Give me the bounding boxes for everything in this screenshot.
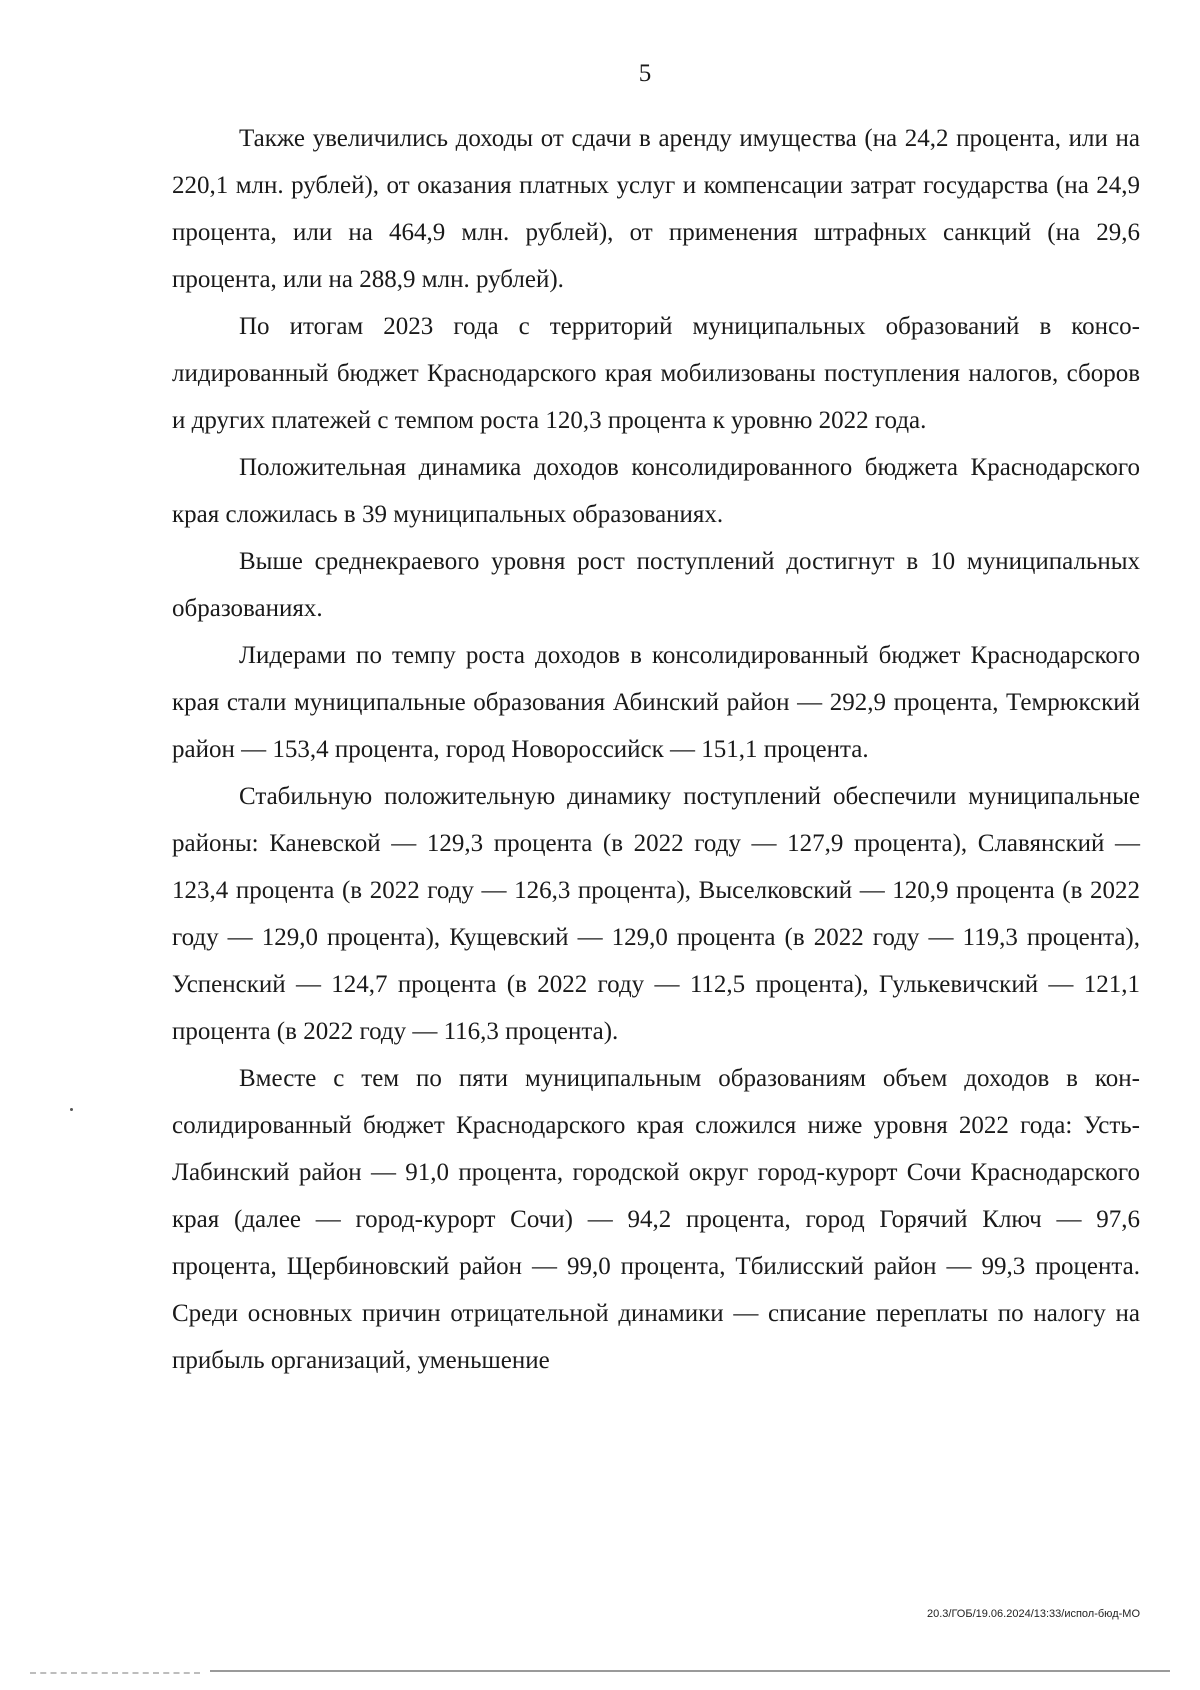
scan-speck [70, 1108, 73, 1111]
paragraph-7: Вместе с тем по пяти муниципальным образованиям объем доходов в консолидированный бюджет Краснодарского края сложился ниже уровня 2022 года: Усть-Лабинский район — 91,0 процента, городской округ город-курорт Сочи Краснодарского края (далее — город-курорт Сочи) — 94,2 процента, город Горячий Ключ — 97,6 процента, Щербиновский район — 99,0 процента, Тбилисский район — 99,3 процента. Среди основных причин отрицательной динамики — списание переплаты по налогу на прибыль организаций, уменьшение [172, 1065, 1140, 1374]
scan-edge-dashes [30, 1672, 200, 1674]
paragraph-3: Положительная динамика доходов консолидированного бюджета Краснодарского края сложилась в 39 муниципальных образованиях. [172, 454, 1140, 528]
paragraph-4: Выше среднекраевого уровня рост поступлений достигнут в 10 муниципальных образованиях. [172, 548, 1140, 622]
paragraph-5: Лидерами по темпу роста доходов в консолидированный бюджет Краснодарского края стали муниципальные образования Абинский район — 292,9 процента, Темрюкский район — 153,4 процента, город Новороссийск — 151,1 процента. [172, 642, 1140, 763]
paragraph-2: По итогам 2023 года с территорий муниципальных образований в консолидированный бюджет Краснодарского края мобилизованы поступления налогов, сборов и других платежей с темпом роста 120,3 процента к уровню 2022 года. [172, 313, 1140, 434]
paragraph-1: Также увеличились доходы от сдачи в аренду имущества (на 24,2 процента, или на 220,1 млн. рублей), от оказания платных услуг и компенсации затрат государства (на 24,9 процента, или на 464,9 млн. рублей), от применения штрафных санкций (на 29,6 процента, или на 288,9 млн. рублей). [172, 125, 1140, 293]
scan-edge-rule [210, 1670, 1170, 1672]
footer-document-code: 20.3/ГОБ/19.06.2024/13:33/испол-бюд-МО [927, 1608, 1140, 1620]
paragraph-6: Стабильную положительную динамику поступлений обеспечили муниципальные районы: Каневской — 129,3 процента (в 2022 году — 127,9 процента), Славянский — 123,4 процента (в 2022 году — 126,3 процента), Выселковский — 120,9 процента (в 2022 году — 129,0 процента), Кущевский — 129,0 процента (в 2022 году — 119,3 процента), Успенский — 124,7 процента (в 2022 году — 112,5 процента), Гулькевичский — 121,1 процента (в 2022 году — 116,3 процента). [172, 783, 1140, 1045]
page-number: 5 [638, 60, 652, 87]
body-text [172, 115, 1140, 1384]
